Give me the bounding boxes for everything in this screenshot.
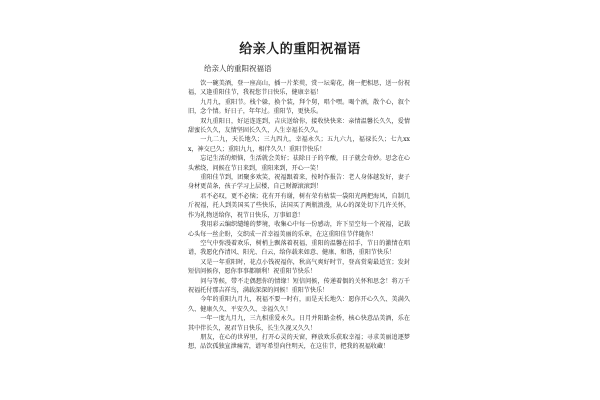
paragraph: 问与等候，带不走偶想你的情缘！短信问候，传递着偶的关怀和思念！将万千祝福托付那吉祥鸟，满载深深的问候！重阳节快乐！ bbox=[188, 277, 410, 294]
document-title: 给亲人的重阳祝福语 bbox=[239, 42, 361, 57]
paragraph: 又是一年重阳时，花点小钱祝福你，秋高气爽好时节，登高赏菊最适宜；发封短信问候你，愿你事事都顺利！祝重阳节快乐！ bbox=[188, 258, 410, 276]
paragraph: 今年的重阳九月九，祝福不要一时有，而是天长地久：愿你开心久久、美满久久、健康久久、平安久久、幸福久久！ bbox=[188, 296, 410, 313]
paragraph: 九月九，重阳节。栈个躲，换个装，拜个舅，唱个嘿。喝个酒，散个心，叙个旧，念个情。好日子，年年过。重阳节，更快乐。 bbox=[188, 98, 410, 116]
document-body bbox=[188, 79, 410, 352]
paragraph: 空气中弥漫着欢乐，树梢上飘落着祝福，重阳的温馨在招手，节日的激情在唱谱，我愿化作清风、阳光、白云，给你载来如意、健康、和谐，重阳节快乐！ bbox=[188, 239, 410, 257]
paragraph: 朋友，在心的世界里，打开心灵的天窗，释放欢乐获取幸福；寻求美丽追逐梦想，品饮孤独宣泄痛苦，谱写希望向往明天，在这佳节，把我的祝福收藏！ bbox=[188, 333, 410, 351]
paragraph: 君不必叹，更不必恼；花有开有谢，树有荣有枯装一袋阳光两把海风，自制几斤祝福，托人到美国买了些快乐，法国买了两瓶浪漫，从心的深处切下几许关怀，作为礼物送给你，祝节日快乐，万事如意！ bbox=[188, 192, 410, 219]
paragraph: 忘记生活的烦恼，生活就会美好；祛除日子的辛酸，日子就会奇妙。思念在心头萦绕，问候在节日来到，重阳来到，开心一笑！ bbox=[188, 155, 410, 172]
paragraph: 我用彩云编织缱绻的梦境，收集心中每一份感动，许下星空每一个祝福，记载心头每一丝企盼，交织成一首幸福美丽的乐章，在这重阳佳节伴随你！ bbox=[188, 221, 410, 238]
document-subtitle: 给亲人的重阳祝福语 bbox=[204, 64, 272, 73]
paragraph: 一年一度九月九，三九相重爱永久。日月并阳路金桥，核心快意品美酒，乐在其中伴长久，祝君节日快乐，长生久视又久久！ bbox=[188, 315, 410, 332]
paragraph: 饮一碗美酒，登一座高山，插一片茱萸，赏一坛菊花，掬一把相思，送一份祝福，又逢重阳佳节，我祝您节日快乐，健康幸福！ bbox=[188, 80, 410, 97]
paragraph: 双九重阳日，好运连连到，吉庆送给你，接收快快来：亲情温馨长久久，爱情甜蜜长久久，友情坚固长久久，人生幸福长久久。 bbox=[188, 117, 410, 135]
paragraph: 一九二九，天长地久；三九四九，幸福永久；五九六九，福禄长久；七九xxx，神交已久；重阳九九，相伴久久！重阳节快乐！ bbox=[188, 136, 410, 153]
paragraph: 重阳佳节到，团聚多欢笑，祝福跟着来，按时作报告：老人身体越发好，妻子身材更苗条，孩子学习上层楼，自己财源滚滚到！ bbox=[188, 174, 410, 191]
